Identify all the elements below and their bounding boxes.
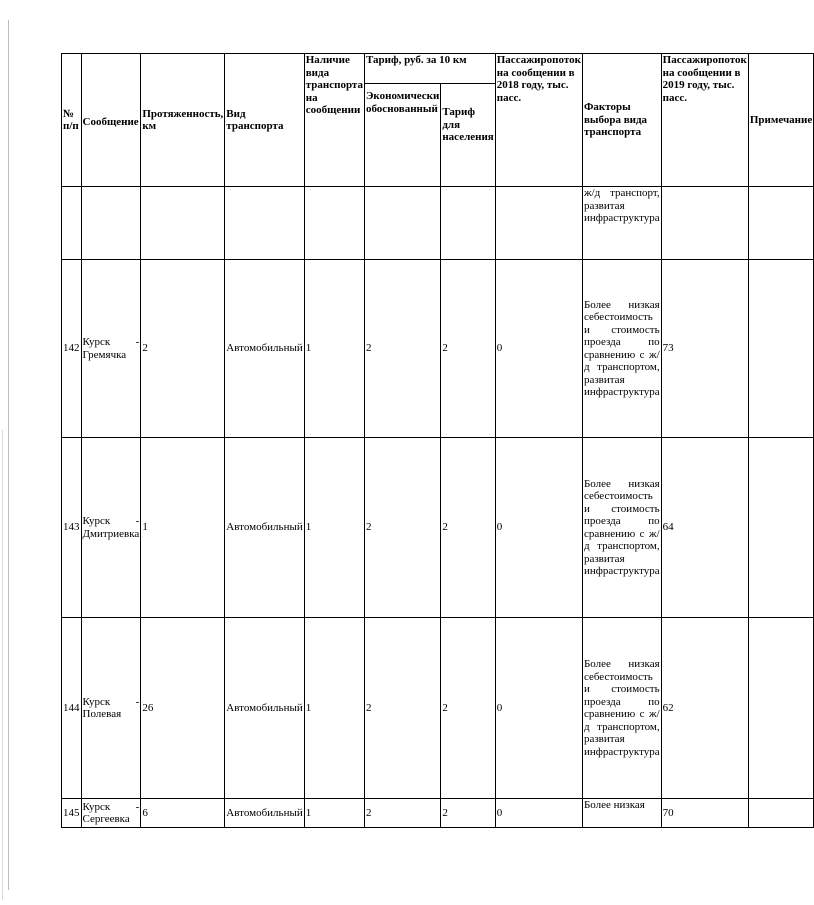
- factors-cell: ж/д транспорт, развитая инфраструктура: [582, 187, 661, 260]
- tariff-economic-cell: 2: [364, 438, 440, 618]
- route-cell: Курск - Гремячка: [81, 260, 141, 438]
- transport-table: [61, 53, 814, 828]
- header-route: Сообщение: [81, 54, 141, 187]
- transport-type-cell: Автомобильный: [225, 618, 304, 799]
- table-row-continuation: [62, 187, 814, 260]
- passengers-2019-cell: 70: [661, 799, 748, 828]
- route-cell: Курск - Полевая: [81, 618, 141, 799]
- note-cell: [748, 618, 813, 799]
- passengers-2019-cell: 73: [661, 260, 748, 438]
- row-num: 145: [62, 799, 82, 828]
- factors-cell: Более низкая себестоимость и стоимость проезда по сравнению с ж/д транспортом, развитая инфраструктура: [582, 260, 661, 438]
- note-cell: [748, 799, 813, 828]
- route-cell: Курск - Дмитриевка: [81, 438, 141, 618]
- tariff-population-cell: 2: [441, 260, 495, 438]
- table-row: [62, 799, 814, 828]
- passengers-2018-cell: 0: [495, 618, 582, 799]
- length-cell: 2: [141, 260, 225, 438]
- page-edge-line: [8, 20, 9, 890]
- table-row: [62, 618, 814, 799]
- page-edge-line: [2, 430, 3, 900]
- tariff-economic-cell: 2: [364, 260, 440, 438]
- header-availability: Наличие вида транспорта на сообщении: [304, 54, 364, 187]
- passengers-2018-cell: 0: [495, 799, 582, 828]
- header-passengers-2018: Пассажиропоток на сообщении в 2018 году, тыс. пасс.: [495, 54, 582, 187]
- note-cell: [748, 260, 813, 438]
- length-cell: 1: [141, 438, 225, 618]
- length-cell: 6: [141, 799, 225, 828]
- transport-type-cell: Автомобильный: [225, 799, 304, 828]
- factors-cell: Более низкая себестоимость и стоимость проезда по сравнению с ж/д транспортом, развитая инфраструктура: [582, 438, 661, 618]
- passengers-2019-cell: 64: [661, 438, 748, 618]
- length-cell: 26: [141, 618, 225, 799]
- tariff-population-cell: 2: [441, 438, 495, 618]
- header-note: Примечание: [748, 54, 813, 187]
- availability-cell: 1: [304, 260, 364, 438]
- table-row: [62, 438, 814, 618]
- tariff-population-cell: 2: [441, 618, 495, 799]
- note-cell: [748, 438, 813, 618]
- passengers-2018-cell: 0: [495, 260, 582, 438]
- tariff-economic-cell: 2: [364, 618, 440, 799]
- row-num: 142: [62, 260, 82, 438]
- header-tariff-economic: Экономически обоснованный: [364, 84, 440, 187]
- table-row: [62, 260, 814, 438]
- tariff-population-cell: 2: [441, 799, 495, 828]
- header-length: Протяженность, км: [141, 54, 225, 187]
- header-num: № п/п: [62, 54, 82, 187]
- tariff-economic-cell: 2: [364, 799, 440, 828]
- factors-cell: Более низкая себестоимость и стоимость проезда по сравнению с ж/д транспортом, развитая инфраструктура: [582, 618, 661, 799]
- passengers-2018-cell: 0: [495, 438, 582, 618]
- availability-cell: 1: [304, 618, 364, 799]
- row-num: 143: [62, 438, 82, 618]
- factors-cell: Более низкая: [582, 799, 661, 828]
- row-num: 144: [62, 618, 82, 799]
- header-tariff-population: Тариф для населения: [441, 84, 495, 187]
- transport-type-cell: Автомобильный: [225, 438, 304, 618]
- header-factors: Факторы выбора вида транспорта: [582, 54, 661, 187]
- availability-cell: 1: [304, 799, 364, 828]
- header-tariff: Тариф, руб. за 10 км: [364, 54, 495, 84]
- transport-type-cell: Автомобильный: [225, 260, 304, 438]
- route-cell: Курск - Сергеевка: [81, 799, 141, 828]
- availability-cell: 1: [304, 438, 364, 618]
- header-transport-type: Вид транспорта: [225, 54, 304, 187]
- header-passengers-2019: Пассажиропоток на сообщении в 2019 году, тыс. пасс.: [661, 54, 748, 187]
- passengers-2019-cell: 62: [661, 618, 748, 799]
